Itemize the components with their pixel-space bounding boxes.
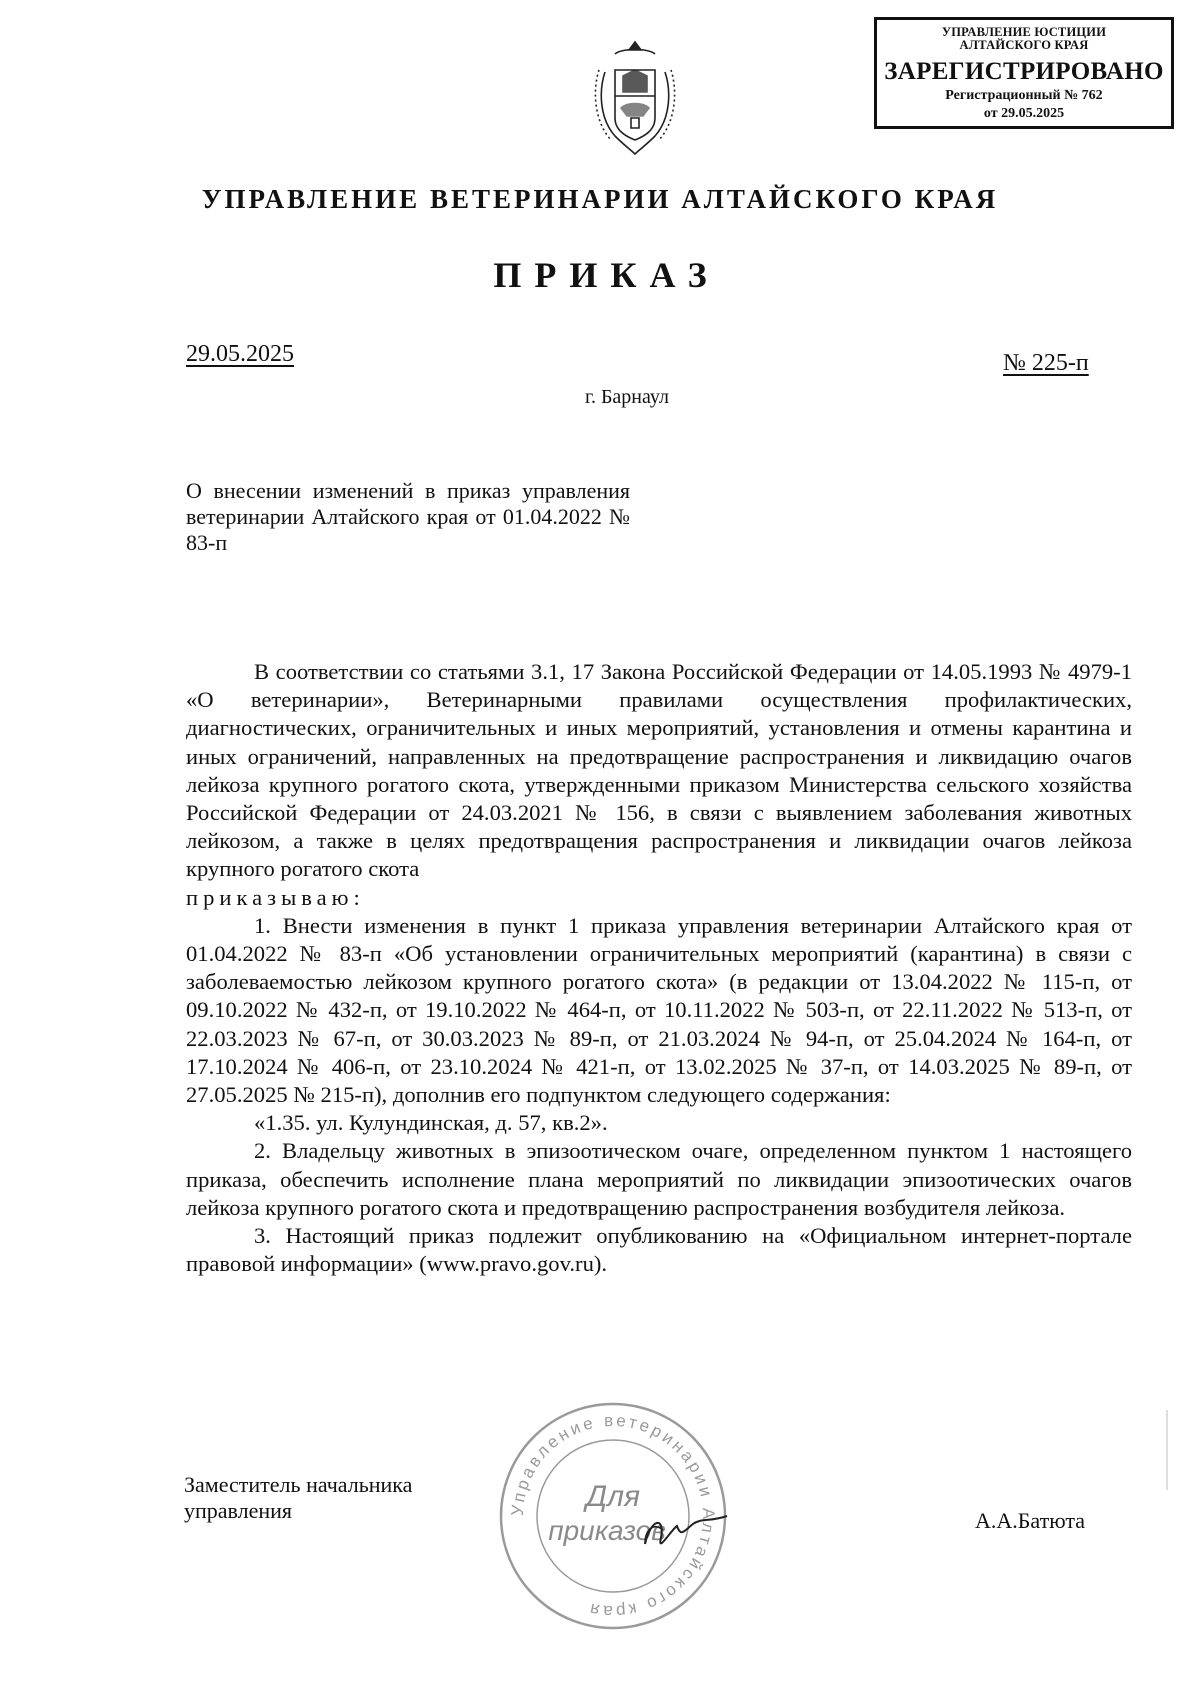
organization-title: УПРАВЛЕНИЕ ВЕТЕРИНАРИИ АЛТАЙСКОГО КРАЯ bbox=[201, 184, 999, 214]
official-seal bbox=[495, 1398, 731, 1634]
preamble-paragraph: В соответствии со статьями 3.1, 17 Закона Российской Федерации от 14.05.1993 № 4979-1 «О ветеринарии», Ветеринарными правилами осуществления профилактических, диагностических, ограничительных и иных мероприятий, установления и отмены карантина и иных ограничений, направленных на предотвращение распространения и ликвидацию очагов лейкоза крупного рогатого скота, утвержденными приказом Министерства сельского хозяйства Российской Федерации от 24.03.2021 № 156, в связи с выявлением заболевания животных лейкозом, а также в целях предотвращения распространения и ликвидации очагов лейкоза крупного рогатого скота bbox=[186, 659, 1132, 882]
document-body bbox=[186, 658, 1132, 1278]
document-number: № 225-п bbox=[1003, 350, 1089, 376]
seal-center-line2: приказов bbox=[548, 1515, 666, 1546]
signer-name: А.А.Батюта bbox=[975, 1508, 1086, 1533]
registration-authority-line1: УПРАВЛЕНИЕ ЮСТИЦИИ bbox=[941, 25, 1107, 39]
registration-date: от 29.05.2025 bbox=[983, 106, 1065, 121]
item-3-paragraph: 3. Настоящий приказ подлежит опубликованию на «Официальном интернет-портале правовой информации» (www.pravo.gov.ru). bbox=[186, 1223, 1132, 1277]
order-word: приказываю: bbox=[186, 884, 365, 910]
document-date: 29.05.2025 bbox=[186, 341, 294, 367]
registration-authority-line2: АЛТАЙСКОГО КРАЯ bbox=[959, 38, 1089, 52]
registration-status: ЗАРЕГИСТРИРОВАНО bbox=[884, 58, 1164, 85]
item-1-paragraph: 1. Внести изменения в пункт 1 приказа управления ветеринарии Алтайского края от 01.04.2022 № 83-п «Об установлении ограничительных мероприятий (карантина) в связи с заболеваемостью лейкозом крупного рогатого скота» (в редакции от 13.04.2022 № 115-п, от 09.10.2022 № 432-п, от 19.10.2022 № 464-п, от 10.11.2022 № 503-п, от 22.11.2022 № 513-п, от 22.03.2023 № 67-п, от 30.03.2023 № 89-п, от 21.03.2024 № 94-п, от 25.04.2024 № 164-п, от 17.10.2024 № 406-п, от 23.10.2024 № 421-п, от 13.02.2025 № 37-п, от 14.03.2025 № 89-п, от 27.05.2025 № 215-п), дополнив его подпунктом следующего содержания: bbox=[186, 912, 1132, 1108]
registration-stamp bbox=[874, 17, 1174, 129]
document-subject: О внесении изменений в приказ управления ветеринарии Алтайского края от 01.04.2022 № 83-п bbox=[186, 478, 630, 555]
document-city: г. Барнаул bbox=[585, 386, 669, 408]
registration-number: Регистрационный № 762 bbox=[945, 88, 1103, 103]
seal-center-line1: Для bbox=[585, 1480, 641, 1513]
signer-title bbox=[184, 1472, 412, 1524]
seal-ring-text: Управление ветеринарии Алтайского края bbox=[507, 1410, 719, 1622]
signer-title-line1: Заместитель начальника bbox=[184, 1472, 413, 1497]
document-type: ПРИКАЗ bbox=[493, 255, 720, 295]
item-2-paragraph: 2. Владельцу животных в эпизоотическом очаге, определенном пунктом 1 настоящего приказа, обеспечить исполнение плана мероприятий по ликвидации эпизоотических очагов лейкоза крупного рогатого скота и предотвращению распространения возбудителя лейкоза. bbox=[186, 1138, 1132, 1220]
item-1-quote: «1.35. ул. Кулундинская, д. 57, кв.2». bbox=[254, 1110, 608, 1136]
signer-title-line2: управления bbox=[184, 1498, 293, 1523]
coat-of-arms-icon bbox=[585, 40, 685, 158]
scan-artifact-line bbox=[1166, 1410, 1168, 1490]
